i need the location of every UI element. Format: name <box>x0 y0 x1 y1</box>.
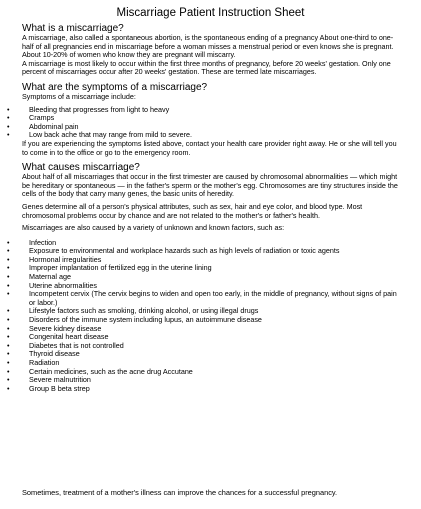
list-item: • Disorders of the immune system including lupus, an autoimmune disease <box>7 316 399 325</box>
list-item: • Radiation <box>7 359 399 368</box>
paragraph: Symptoms of a miscarriage include: <box>22 91 136 101</box>
page-title: Miscarriage Patient Instruction Sheet <box>116 7 305 19</box>
paragraph: Miscarriages are also caused by a variety of unknown and known factors, such as: <box>22 223 285 233</box>
section-causes <box>22 162 399 393</box>
section-heading: What causes miscarriage? <box>22 162 140 174</box>
list-item: • Lifestyle factors such as smoking, drinking alcohol, or using illegal drugs <box>7 307 399 316</box>
symptoms-list <box>22 106 399 140</box>
section-symptoms <box>22 82 399 157</box>
list-item: • Improper implantation of fertilized egg in the uterine lining <box>7 264 399 273</box>
paragraph: Genes determine all of a person's physical attributes, such as sex, hair and eye color, and blood type. Most chromosomal problems occur by chance and are not related to the mother's or father's health. <box>22 201 363 220</box>
list-item: • Low back ache that may range from mild to severe. <box>7 131 399 140</box>
list-item: • Cramps <box>7 114 399 123</box>
section-heading: What is a miscarriage? <box>22 23 124 34</box>
section-what-is-miscarriage <box>22 23 399 77</box>
list-item: • Group B beta strep <box>7 385 399 394</box>
list-item: • Certain medicines, such as the acne drug Accutane <box>7 368 399 377</box>
list-item: • Congenital heart disease <box>7 333 399 342</box>
list-item: • Severe kidney disease <box>7 325 399 334</box>
list-item: • Uterine abnormalities <box>7 282 399 291</box>
paragraph: A miscarriage is most likely to occur within the first three months of pregnancy, before 20 weeks' gestation. Only one percent of miscarriages occur after 20 weeks' gestation. These are termed late miscarriages. <box>22 58 391 77</box>
closing-paragraph: Sometimes, treatment of a mother's illness can improve the chances for a successful pregnancy. <box>22 488 338 497</box>
list-item: • Hormonal irregularities <box>7 256 399 265</box>
list-item: • Maternal age <box>7 273 399 282</box>
list-item: • Bleeding that progresses from light to heavy <box>7 106 399 115</box>
causes-list <box>22 239 399 394</box>
list-item: • Exposure to environmental and workplace hazards such as high levels of radiation or toxic agents <box>7 247 399 256</box>
paragraph: About half of all miscarriages that occur in the first trimester are caused by chromosomal abnormalities — which might be hereditary or spontaneous — in the father's sperm or the mother's egg. Chromosomes are tiny structures inside the cells of the body that carry many genes, the basic units of heredity. <box>22 172 398 199</box>
paragraph: If you are experiencing the symptoms listed above, contact your health care provider right away. He or she will tell you to come in to the office or go to the emergency room. <box>22 138 397 157</box>
list-item: • Thyroid disease <box>7 350 399 359</box>
list-item: • Abdominal pain <box>7 123 399 132</box>
list-item: • Diabetes that is not controlled <box>7 342 399 351</box>
section-heading: What are the symptoms of a miscarriage? <box>22 81 208 93</box>
list-item: • Incompetent cervix (The cervix begins to widen and open too early, in the middle of pregnancy, without signs of pain or labor.) <box>7 290 399 307</box>
list-item: • Severe malnutrition <box>7 376 399 385</box>
list-item: • Infection <box>7 239 399 248</box>
paragraph: A miscarriage, also called a spontaneous abortion, is the spontaneous ending of a pregnancy About one-third to one-half of all pregnancies end in miscarriage before a woman misses a menstrual period or even knows she is pregnant. About 10-20% of women who know they are pregnant will miscarry. <box>22 33 394 60</box>
